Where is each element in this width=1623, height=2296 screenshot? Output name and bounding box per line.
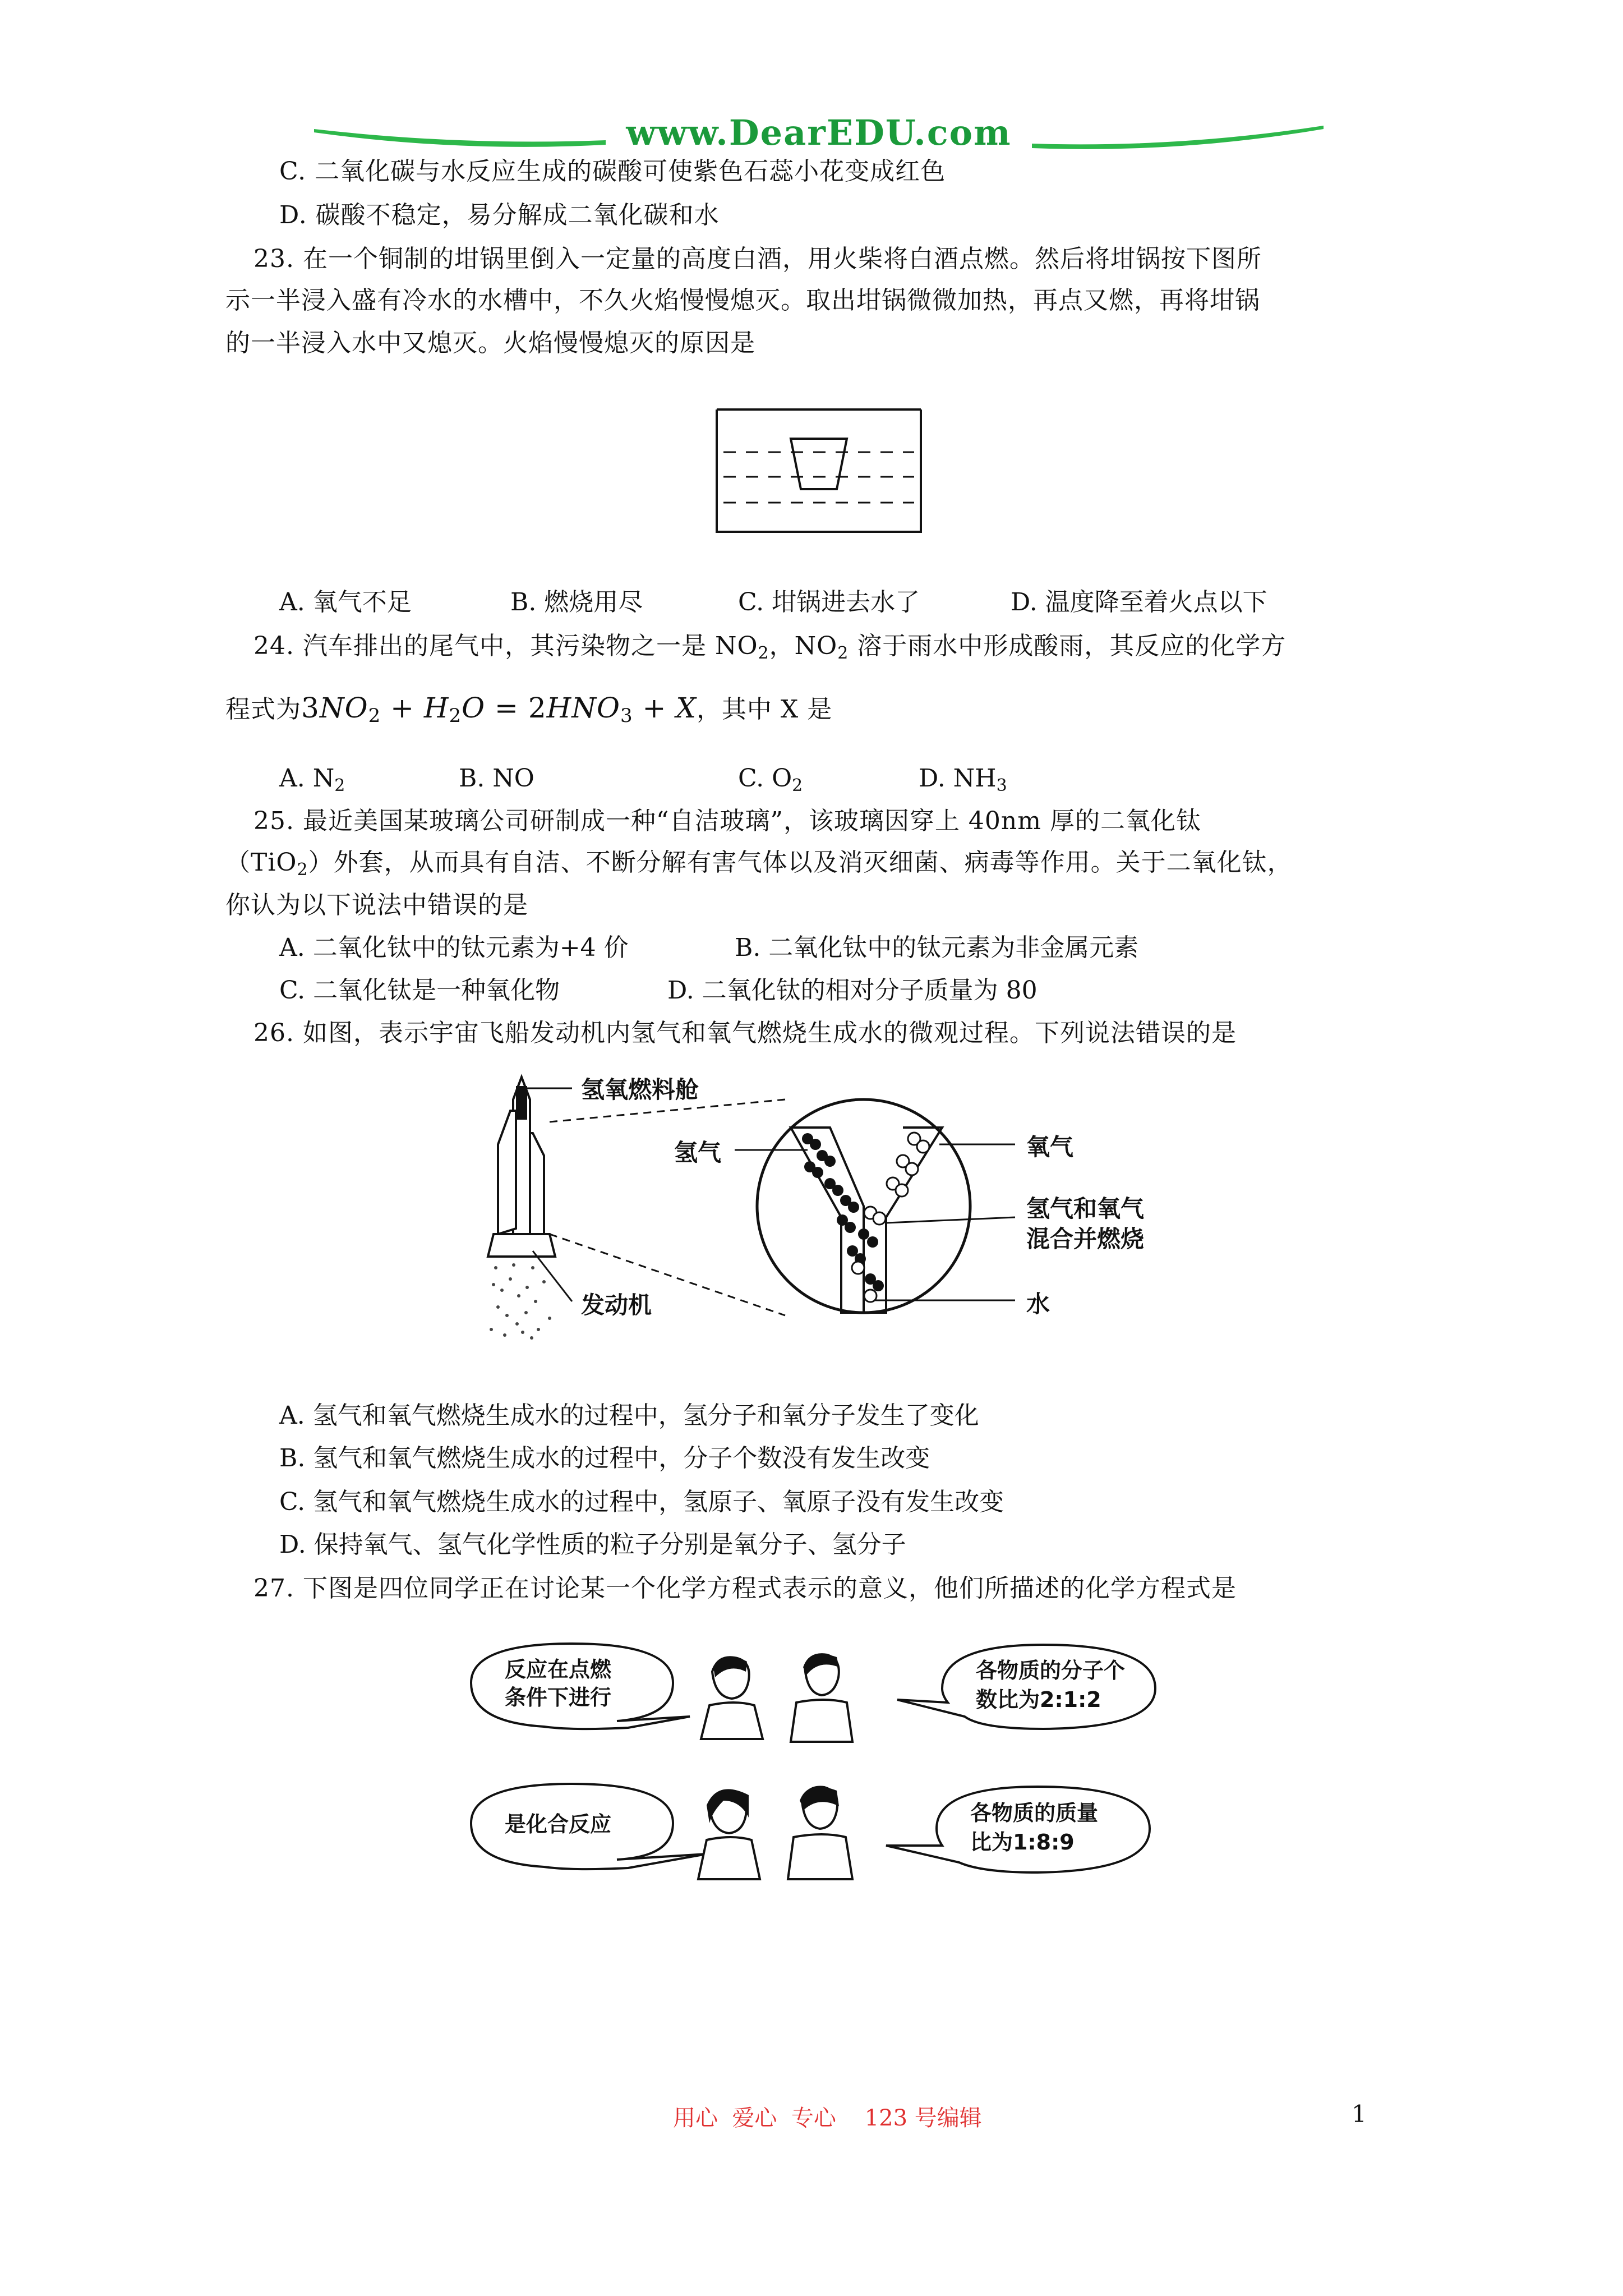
oxygen-label: 氧气 <box>1026 1133 1074 1161</box>
q22-option-c: C. 二氧化碳与水反应生成的碳酸可使紫色石蕊小花变成红色 <box>279 157 946 186</box>
q25-option-a: A. 二氧化钛中的钛元素为+4 价 <box>279 933 629 962</box>
q24-sub-a: 2 <box>758 643 769 663</box>
q25-stem-line1: 25. 最近美国某玻璃公司研制成一种“自洁玻璃”，该玻璃因穿上 40nm 厚的二氧化钛 <box>253 807 1201 835</box>
header-swoosh-right <box>1032 112 1324 157</box>
bubble4-line2: 比为1:8:9 <box>970 1830 1075 1855</box>
q24-stem-line1 <box>253 631 1286 669</box>
q25-stem-line3: 你认为以下说法中错误的是 <box>225 891 528 919</box>
q26-stem-line1: 26. 如图，表示宇宙飞船发动机内氢气和氧气燃烧生成水的微观过程。下列说法错误的是 <box>253 1019 1237 1047</box>
engine-label: 发动机 <box>581 1291 652 1319</box>
q24-sub-b: 2 <box>837 643 849 663</box>
q24-stem-text-a: 24. 汽车排出的尾气中，其污染物之一是 NO <box>253 632 758 660</box>
q23-option-b: B. 燃烧用尽 <box>510 588 643 616</box>
q26-option-d: D. 保持氧气、氢气化学性质的粒子分别是氧分子、氢分子 <box>279 1530 906 1559</box>
q24-stem-prefix: 程式为 <box>225 695 301 724</box>
q25-option-b: B. 二氧化钛中的钛元素为非金属元素 <box>735 933 1139 962</box>
spacecraft-figure <box>471 1066 1166 1346</box>
q26-option-a: A. 氢气和氧气燃烧生成水的过程中，氢分子和氧分子发生了变化 <box>279 1401 979 1430</box>
bubble1-line2: 条件下进行 <box>505 1685 612 1710</box>
chemical-equation: $3NO_2 + H_2O = 2HNO_3 + X$ <box>301 692 697 727</box>
header-swoosh-left <box>314 112 606 157</box>
water-label: 水 <box>1026 1290 1050 1318</box>
footer-text: 用心 爱心 专心 123 号编辑 <box>673 2105 982 2131</box>
q23-option-a: A. 氧气不足 <box>279 588 412 616</box>
mix-label-line2: 混合并燃烧 <box>1026 1225 1145 1253</box>
q25-stem-line2: （TiO$_2$）外套，从而具有自洁、不断分解有害气体以及消灭细菌、病毒等作用。关于二氧化钛， <box>225 848 1293 880</box>
q22-option-d: D. 碳酸不稳定，易分解成二氧化碳和水 <box>279 201 720 229</box>
fuel-tank-label: 氢氧燃料舱 <box>581 1076 699 1103</box>
crucible-figure <box>712 404 925 539</box>
bubble2-line1: 各物质的分子个 <box>976 1658 1126 1683</box>
q24-option-c: C. $O_2$ <box>738 764 803 795</box>
mix-label-line1: 氢气和氧气 <box>1026 1195 1145 1222</box>
q26-option-b: B. 氢气和氧气燃烧生成水的过程中，分子个数没有发生改变 <box>279 1444 930 1473</box>
bubble3-line1: 是化合反应 <box>505 1812 612 1837</box>
q24-option-b: B. NO <box>459 764 534 793</box>
q25-option-c: C. 二氧化钛是一种氧化物 <box>279 976 560 1005</box>
q25-option-d: D. 二氧化钛的相对分子质量为 80 <box>667 976 1038 1005</box>
q24-stem-text-b: ，NO <box>769 632 838 660</box>
bubble2-line2: 数比为2:1:2 <box>976 1687 1101 1712</box>
bubble4-line1: 各物质的质量 <box>970 1801 1099 1825</box>
q24-stem-line2 <box>225 687 832 737</box>
q23-option-d: D. 温度降至着火点以下 <box>1011 588 1267 616</box>
q27-stem-line1: 27. 下图是四位同学正在讨论某一个化学方程式表示的意义，他们所描述的化学方程式是 <box>253 1574 1237 1603</box>
site-title: www.DearEDU.com <box>626 112 1012 153</box>
q23-stem-line1: 23. 在一个铜制的坩锅里倒入一定量的高度白酒，用火柴将白酒点燃。然后将坩锅按下图所 <box>253 245 1262 273</box>
header-banner <box>314 112 1324 157</box>
q23-option-c: C. 坩锅进去水了 <box>738 588 920 616</box>
page-number: 1 <box>1352 2100 1367 2128</box>
q23-stem-line3: 的一半浸入水中又熄灭。火焰慢慢熄灭的原因是 <box>225 329 755 357</box>
q24-option-a: A. $N_2$ <box>279 764 345 795</box>
hydrogen-label: 氢气 <box>674 1139 722 1166</box>
bubble1-line1: 反应在点燃 <box>505 1657 612 1682</box>
q23-stem-line2: 示一半浸入盛有冷水的水槽中，不久火焰慢慢熄灭。取出坩锅微微加热，再点又燃，再将坩锅 <box>225 286 1260 315</box>
q24-stem-suffix: ，其中 X 是 <box>696 695 833 724</box>
q24-option-d: D. $NH_3$ <box>919 764 1007 795</box>
q26-option-c: C. 氢气和氧气燃烧生成水的过程中，氢原子、氧原子没有发生改变 <box>279 1488 1004 1516</box>
discussion-figure <box>460 1632 1178 1896</box>
q24-stem-text-c: 溶于雨水中形成酸雨，其反应的化学方 <box>849 632 1287 660</box>
